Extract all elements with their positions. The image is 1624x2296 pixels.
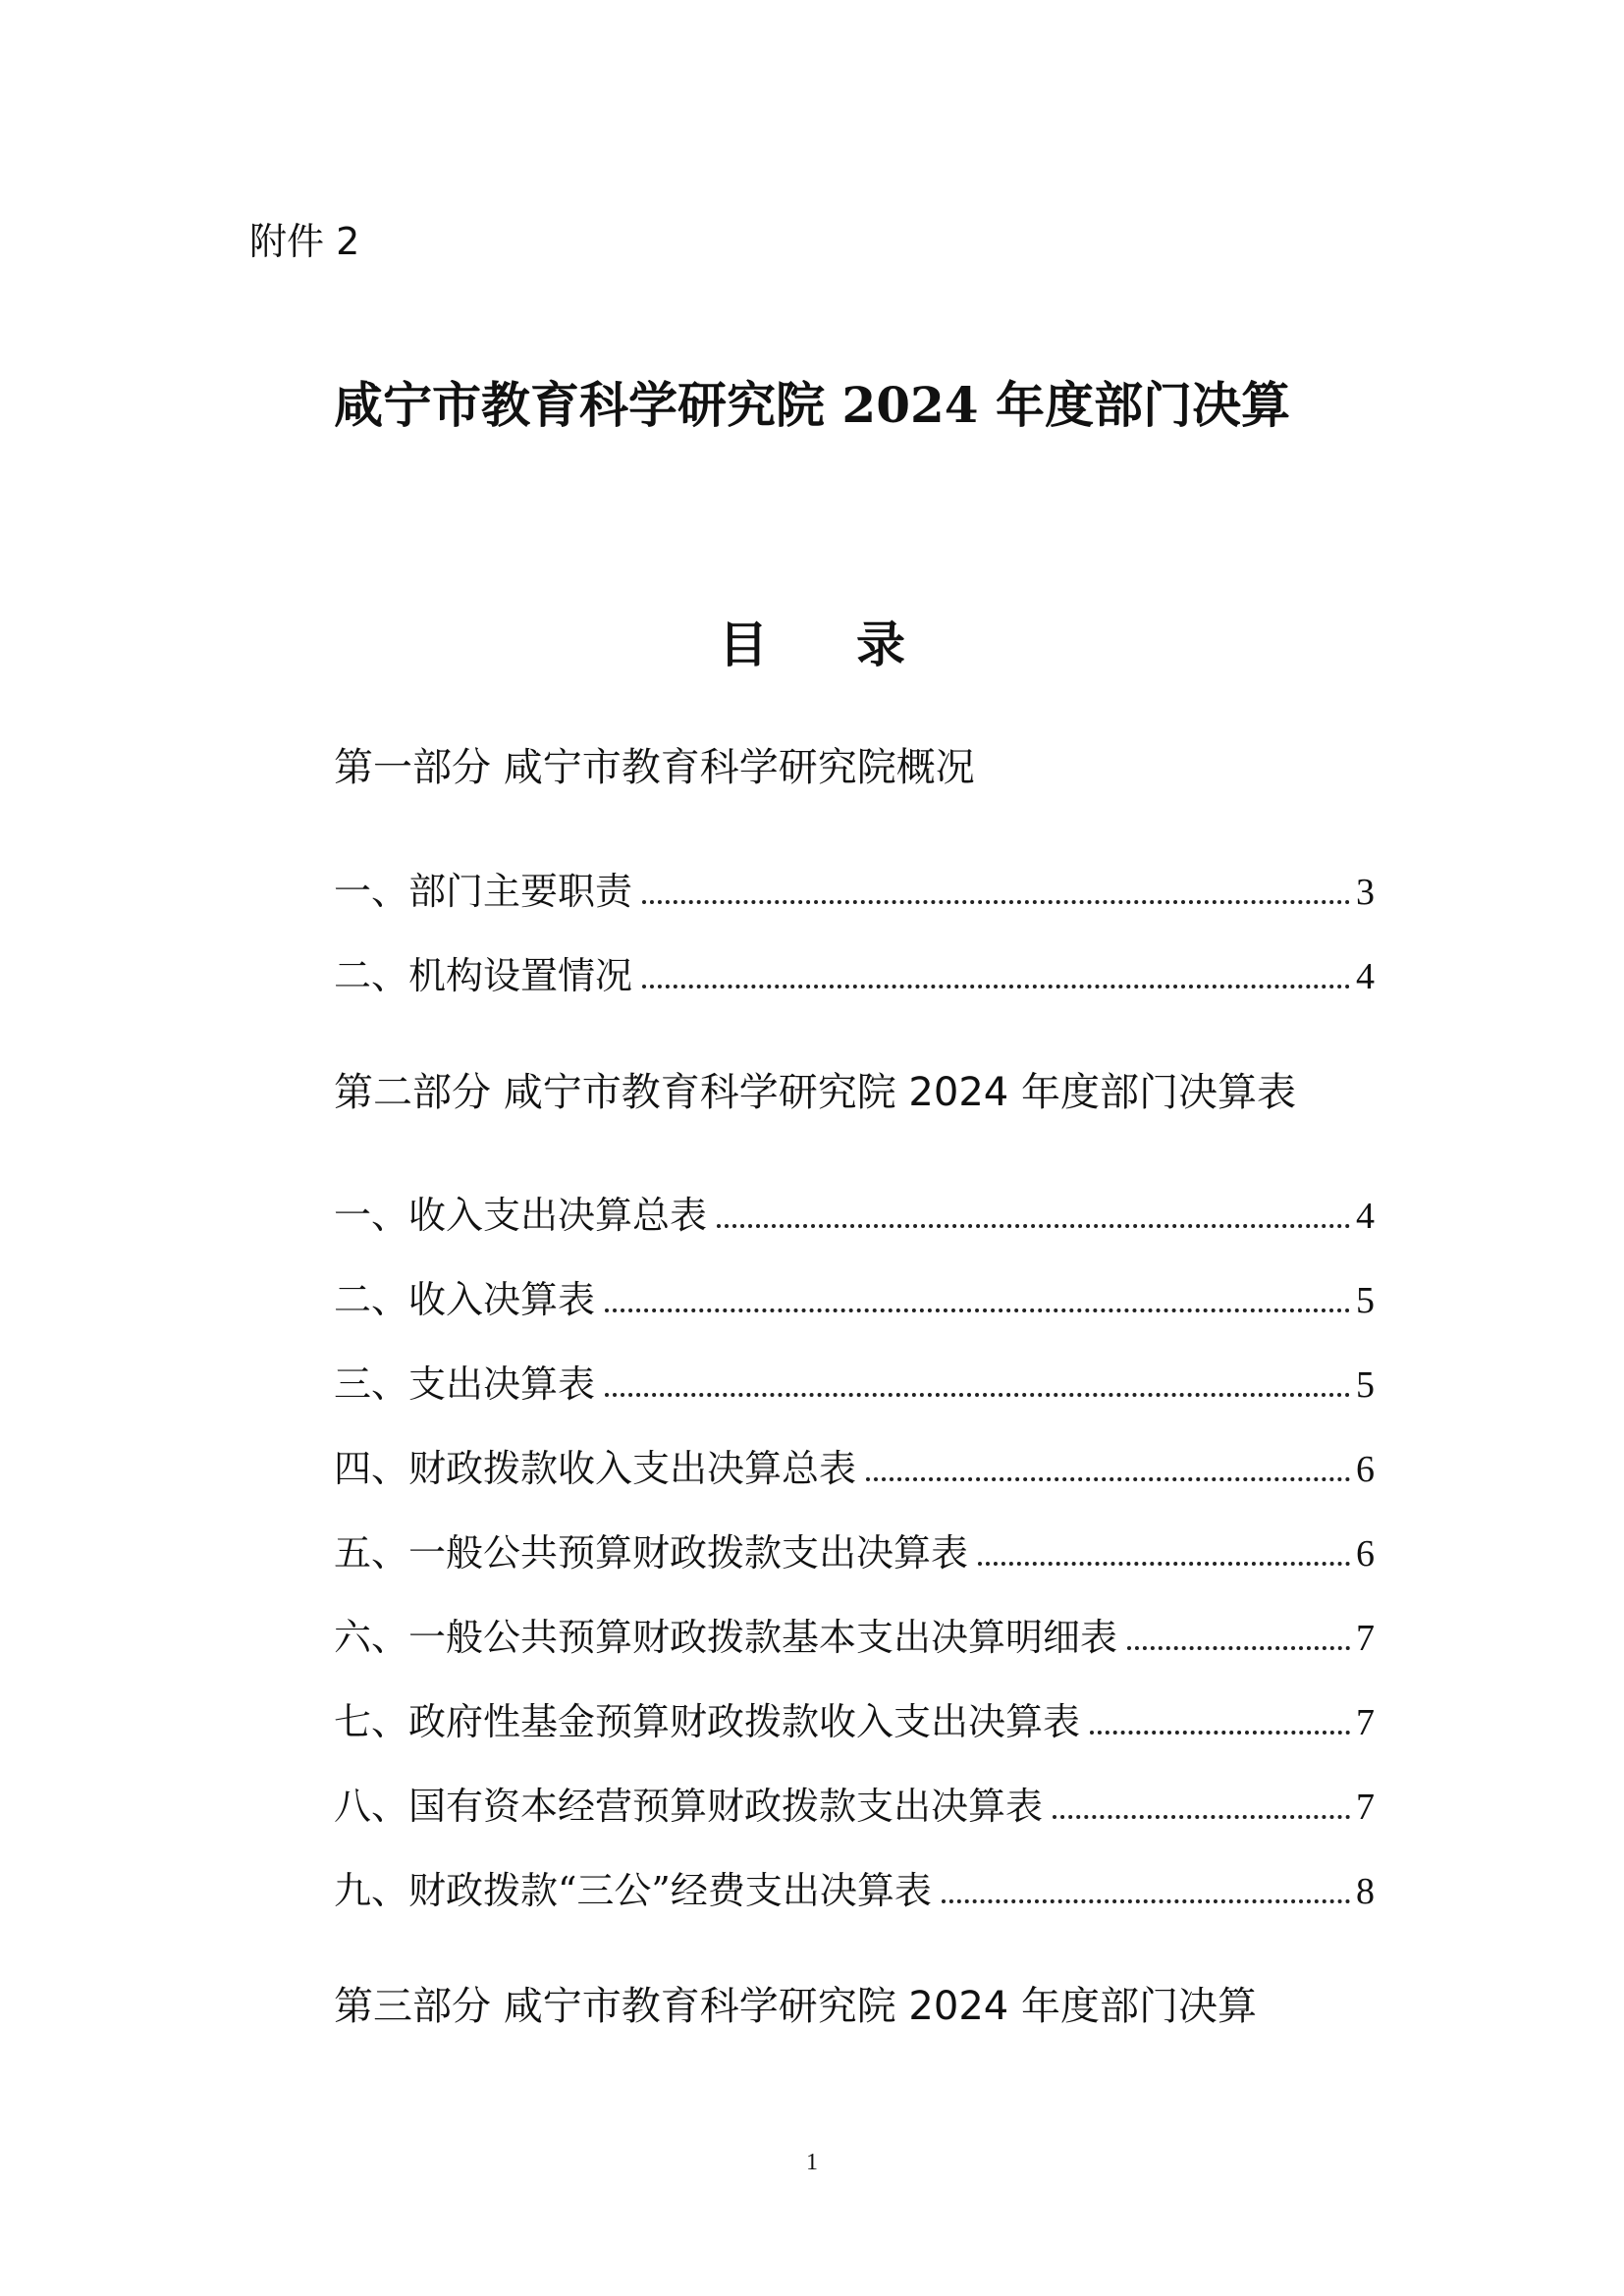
toc-entry[interactable] [334,1779,1375,1834]
toc-entry[interactable] [334,1694,1375,1749]
toc-entry[interactable] [334,1357,1375,1412]
toc-entry[interactable] [334,1863,1375,1918]
toc-entry-label: 五、一般公共预算财政拨款支出决算表 [334,1531,969,1575]
toc-entry-page: 8 [1356,1871,1375,1912]
toc-entry-label: 三、支出决算表 [334,1362,596,1406]
toc-entry-page: 7 [1356,1618,1375,1659]
part-2-heading: 第二部分 咸宁市教育科学研究院 2024 年度部门决算表 [334,1070,1296,1115]
dot-leader [942,1898,1350,1903]
dot-leader [605,1308,1350,1312]
toc-entry-page: 4 [1356,1196,1375,1237]
toc-entry[interactable] [334,864,1375,919]
dot-leader [642,899,1350,904]
dot-leader [978,1561,1350,1566]
dot-leader [1053,1814,1350,1819]
toc-entry-page: 5 [1356,1364,1375,1406]
toc-entry-page: 6 [1356,1533,1375,1575]
part-1-heading: 第一部分 咸宁市教育科学研究院概况 [334,745,975,790]
dot-leader [605,1392,1350,1397]
toc-entry[interactable] [334,1525,1375,1580]
dot-leader [1127,1645,1350,1650]
toc-entry-page: 7 [1356,1702,1375,1743]
toc-entry-page: 4 [1356,956,1375,997]
toc-entry-page: 6 [1356,1449,1375,1490]
toc-entry-label: 九、财政拨款“三公”经费支出决算表 [334,1869,932,1912]
dot-leader [866,1476,1350,1481]
toc-entry-page: 5 [1356,1280,1375,1321]
toc-entry-label: 二、收入决算表 [334,1278,596,1321]
toc-entry-label: 八、国有资本经营预算财政拨款支出决算表 [334,1785,1044,1828]
document-title: 咸宁市教育科学研究院 2024 年度部门决算 [334,376,1290,434]
toc-entry-label: 一、部门主要职责 [334,870,633,913]
toc-entry[interactable] [334,1272,1375,1327]
toc-entry[interactable] [334,1188,1375,1243]
toc-entry-page: 7 [1356,1787,1375,1828]
page-number: 1 [806,2150,818,2175]
part-3-heading: 第三部分 咸宁市教育科学研究院 2024 年度部门决算 [334,1984,1257,2029]
dot-leader [642,984,1350,988]
dot-leader [1090,1730,1350,1735]
toc-entry-label: 四、财政拨款收入支出决算总表 [334,1447,857,1490]
toc-entry-label: 六、一般公共预算财政拨款基本支出决算明细表 [334,1616,1118,1659]
dot-leader [717,1223,1350,1228]
toc-entry[interactable] [334,1610,1375,1665]
attachment-label: 附件 2 [249,220,360,263]
toc-heading: 目录 [719,615,994,673]
toc-entry-label: 七、政府性基金预算财政拨款收入支出决算表 [334,1700,1081,1743]
toc-entry[interactable] [334,1441,1375,1496]
toc-entry-page: 3 [1356,872,1375,913]
toc-entry[interactable] [334,948,1375,1003]
toc-entry-label: 一、收入支出决算总表 [334,1194,708,1237]
toc-entry-label: 二、机构设置情况 [334,954,633,997]
